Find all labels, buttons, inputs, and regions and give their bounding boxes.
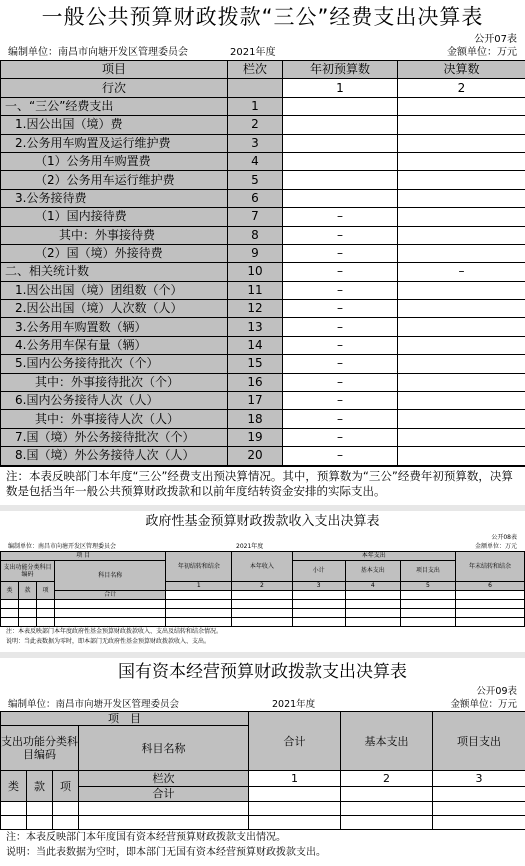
n1: 1: [166, 582, 232, 591]
row-label: 其中：外事接待人次（人）: [1, 410, 228, 428]
cell: [249, 802, 341, 816]
row-budget: [283, 134, 398, 152]
cell: [400, 591, 455, 600]
table-row: [1, 355, 525, 373]
cell: [455, 609, 524, 618]
row-final: [398, 152, 525, 170]
currency-unit: 金额单位：万元: [474, 543, 517, 550]
cell: [27, 816, 53, 830]
cell: [400, 618, 455, 627]
blank-row: [1, 816, 525, 830]
row-budget: –: [283, 428, 398, 446]
currency-unit: 金额单位：万元: [447, 47, 517, 58]
cell: [345, 618, 400, 627]
row-final: [398, 208, 525, 226]
row-budget: –: [283, 226, 398, 244]
compiling-unit: 编制单位：南昌市向塘开发区管理委员会: [8, 47, 188, 58]
cell: [166, 600, 232, 609]
cell: [1, 609, 19, 618]
row-final: [398, 447, 525, 465]
row-budget: –: [283, 447, 398, 465]
row-number: 7: [228, 208, 283, 226]
fiscal-year: 2021年度: [230, 47, 276, 58]
index-row: [1, 79, 525, 97]
index-col-blank: [228, 79, 283, 97]
index-c1: 1: [283, 79, 398, 97]
cell: [55, 618, 166, 627]
header-kuan: 款: [27, 771, 53, 802]
currency-unit: 金额单位：万元: [450, 699, 517, 710]
table-row: [1, 208, 525, 226]
row-label: 3.公务接待费: [1, 189, 228, 207]
row-final: [398, 116, 525, 134]
n3: 3: [292, 582, 345, 591]
header-lei: 类: [1, 771, 27, 802]
n5: 5: [400, 582, 455, 591]
header-basic: 基本支出: [345, 561, 400, 582]
row-budget: [283, 189, 398, 207]
cell: [249, 786, 341, 802]
row-budget: –: [283, 300, 398, 318]
table-row: [1, 410, 525, 428]
compiling-unit: 编制单位：南昌市向塘开发区管理委员会: [8, 543, 117, 550]
fiscal-year: 2021年度: [272, 699, 316, 710]
row-label: （2）公务用车运行维护费: [1, 171, 228, 189]
header-row-4: [1, 771, 525, 787]
col-label: 栏次: [79, 771, 249, 787]
row-final: [398, 281, 525, 299]
row-final: [398, 134, 525, 152]
table-row: [1, 336, 525, 354]
blank-row: [1, 618, 525, 627]
row-final: [398, 244, 525, 262]
row-budget: [283, 116, 398, 134]
n1: 1: [249, 771, 341, 787]
total-row: [1, 786, 525, 802]
row-label: 2.公务用车购置及运行维护费: [1, 134, 228, 152]
table-note-2: 说明：当此表数据为零时，即本部门无政府性基金预算财政拨款收入、支出。: [6, 638, 211, 645]
row-budget: [283, 97, 398, 115]
header-col: 栏次: [228, 61, 283, 79]
cell: [232, 609, 292, 618]
cell: [19, 600, 37, 609]
cell: [455, 618, 524, 627]
row-budget: –: [283, 392, 398, 410]
row-label: （1）国内接待费: [1, 208, 228, 226]
header-lei: 类: [1, 582, 19, 600]
cell: [345, 609, 400, 618]
header-income: 本年收入: [232, 552, 292, 582]
cell: [37, 618, 55, 627]
cell: [53, 816, 79, 830]
cell: [345, 600, 400, 609]
cell: [1, 618, 19, 627]
row-budget: –: [283, 318, 398, 336]
row-number: 19: [228, 428, 283, 446]
header-begin: 年初结转和结余: [166, 552, 232, 582]
cell: [1, 802, 27, 816]
table-row: [1, 373, 525, 391]
row-label: 6.国内公务接待人次（人）: [1, 392, 228, 410]
table-row: [1, 97, 525, 115]
header-end: 年末结转和结余: [455, 552, 524, 582]
government-fund-table: [0, 551, 525, 627]
header-exp: 本年支出: [292, 552, 455, 561]
cell: [292, 600, 345, 609]
header-sub: 小计: [292, 561, 345, 582]
blank-row: [1, 802, 525, 816]
government-fund-table-section: [0, 511, 525, 652]
cell: [249, 816, 341, 830]
header-row-1: [1, 552, 525, 561]
row-number: 6: [228, 189, 283, 207]
header-class: 支出功能分类科目编码: [1, 561, 55, 582]
row-number: 3: [228, 134, 283, 152]
table-note: 注：本表反映部门本年度“三公”经费支出预决算情况。其中，预算数为“三公”经费年初预算数，决算数是包括当年一般公共预算财政拨款和以前年度结转资金安排的实际支出。: [0, 466, 525, 505]
row-final: [398, 428, 525, 446]
row-label: 1.因公出国（境）团组数（个）: [1, 281, 228, 299]
row-number: 5: [228, 171, 283, 189]
header-total: 合计: [249, 712, 341, 771]
header-row-1: [1, 712, 525, 726]
cell: [433, 816, 525, 830]
row-number: 11: [228, 281, 283, 299]
cell: [55, 600, 166, 609]
index-c2: 2: [398, 79, 525, 97]
cell: [79, 802, 249, 816]
index-label: 行次: [1, 79, 228, 97]
header-final: 决算数: [398, 61, 525, 79]
cell: [232, 618, 292, 627]
header-row: [1, 61, 525, 79]
row-number: 20: [228, 447, 283, 465]
fiscal-year: 2021年度: [236, 543, 264, 550]
table-meta: [0, 542, 525, 551]
n6: 6: [455, 582, 524, 591]
cell: [55, 609, 166, 618]
row-number: 1: [228, 97, 283, 115]
row-label: 3.公务用车购置数（辆）: [1, 318, 228, 336]
state-capital-table-section: [0, 658, 525, 866]
header-item: 项 目: [1, 712, 249, 726]
cell: [433, 802, 525, 816]
row-label: （2）国（境）外接待费: [1, 244, 228, 262]
row-budget: –: [283, 373, 398, 391]
state-capital-table: [0, 711, 525, 830]
row-number: 12: [228, 300, 283, 318]
row-final: [398, 97, 525, 115]
n2: 2: [341, 771, 433, 787]
cell: [1, 600, 19, 609]
row-number: 18: [228, 410, 283, 428]
blank-row: [1, 609, 525, 618]
row-number: 15: [228, 355, 283, 373]
row-label: （1）公务用车购置费: [1, 152, 228, 170]
cell: [232, 591, 292, 600]
header-name: 科目名称: [79, 726, 249, 771]
row-label: 二、相关统计数: [1, 263, 228, 281]
cell: [1, 816, 27, 830]
row-final: [398, 373, 525, 391]
row-budget: –: [283, 208, 398, 226]
cell: [400, 609, 455, 618]
table-row: [1, 318, 525, 336]
table-meta: [0, 698, 525, 711]
row-final: [398, 410, 525, 428]
header-class: 支出功能分类科目编码: [1, 726, 79, 771]
row-number: 14: [228, 336, 283, 354]
table-note-2: 说明：当此表数据为空时，即本部门无国有资本经营预算财政拨款支出。: [6, 847, 326, 858]
table-note-1: 注：本表反映部门本年度国有资本经营预算财政拨款支出情况。: [6, 832, 286, 843]
header-xiang: 项: [53, 771, 79, 802]
row-budget: [283, 152, 398, 170]
header-kuan: 款: [19, 582, 37, 600]
row-budget: –: [283, 281, 398, 299]
cell: [292, 618, 345, 627]
header-proj: 项目支出: [400, 561, 455, 582]
row-budget: –: [283, 244, 398, 262]
cell: [37, 600, 55, 609]
row-label: 其中：外事接待批次（个）: [1, 373, 228, 391]
header-name: 科目名称: [55, 561, 166, 591]
row-budget: [283, 171, 398, 189]
cell: [292, 591, 345, 600]
cell: [341, 786, 433, 802]
blank-row: [1, 600, 525, 609]
table-meta: [0, 46, 525, 60]
cell: [19, 618, 37, 627]
compiling-unit: 编制单位：南昌市向塘开发区管理委员会: [8, 699, 180, 710]
row-final: [398, 336, 525, 354]
table-code: 公开08表: [491, 534, 517, 541]
cell: [341, 816, 433, 830]
row-final: [398, 300, 525, 318]
table-row: [1, 189, 525, 207]
header-budget: 年初预算数: [283, 61, 398, 79]
cell: [455, 600, 524, 609]
table-note-1: 注：本表反映部门本年度政府性基金预算财政拨款收入、支出及结转和结余情况。: [6, 628, 223, 635]
row-final: [398, 318, 525, 336]
table-row: [1, 263, 525, 281]
n3: 3: [433, 771, 525, 787]
row-final: [398, 392, 525, 410]
row-number: 2: [228, 116, 283, 134]
three-public-expense-table: [0, 60, 525, 466]
row-label: 1.因公出国（境）费: [1, 116, 228, 134]
row-final: [398, 189, 525, 207]
header-item: 项 目: [1, 552, 166, 561]
row-number: 10: [228, 263, 283, 281]
table-code: 公开07表: [474, 34, 517, 45]
table-row: [1, 134, 525, 152]
table-row: [1, 300, 525, 318]
cell: [341, 802, 433, 816]
cell: [455, 591, 524, 600]
table-title: 国有资本经营预算财政拨款支出决算表: [118, 662, 407, 682]
cell: [19, 609, 37, 618]
header-proj: 项目支出: [433, 712, 525, 771]
table-row: [1, 226, 525, 244]
row-number: 16: [228, 373, 283, 391]
cell: [232, 600, 292, 609]
row-label: 2.因公出国（境）人次数（人）: [1, 300, 228, 318]
cell: [166, 591, 232, 600]
row-number: 13: [228, 318, 283, 336]
cell: [53, 802, 79, 816]
cell: [37, 609, 55, 618]
cell: [27, 802, 53, 816]
row-budget: –: [283, 336, 398, 354]
table-row: [1, 281, 525, 299]
table-row: [1, 447, 525, 465]
cell: [433, 786, 525, 802]
total-label: 合计: [55, 591, 166, 600]
row-number: 8: [228, 226, 283, 244]
header-xiang: 项: [37, 582, 55, 600]
cell: [166, 609, 232, 618]
row-number: 4: [228, 152, 283, 170]
table-code: 公开09表: [476, 686, 517, 697]
row-number: 9: [228, 244, 283, 262]
row-budget: –: [283, 355, 398, 373]
row-label: 其中：外事接待费: [1, 226, 228, 244]
row-budget: –: [283, 263, 398, 281]
cell: [400, 600, 455, 609]
total-label: 合计: [79, 786, 249, 802]
cell: [292, 609, 345, 618]
table-row: [1, 244, 525, 262]
row-label: 5.国内公务接待批次（个）: [1, 355, 228, 373]
cell: [166, 618, 232, 627]
row-label: 8.国（境）外公务接待人次（人）: [1, 447, 228, 465]
row-label: 7.国（境）外公务接待批次（个）: [1, 428, 228, 446]
table-title: 一般公共预算财政拨款“三公”经费支出决算表: [41, 5, 484, 29]
table-row: [1, 392, 525, 410]
row-label: 一、“三公”经费支出: [1, 97, 228, 115]
table-row: [1, 152, 525, 170]
n2: 2: [232, 582, 292, 591]
row-budget: –: [283, 410, 398, 428]
table-row: [1, 116, 525, 134]
header-item: 项目: [1, 61, 228, 79]
row-final: [398, 171, 525, 189]
cell: [345, 591, 400, 600]
row-number: 17: [228, 392, 283, 410]
row-final: –: [398, 263, 525, 281]
table-row: [1, 171, 525, 189]
table-body: [1, 97, 525, 465]
row-final: [398, 226, 525, 244]
header-basic: 基本支出: [341, 712, 433, 771]
total-row: [1, 591, 525, 600]
n4: 4: [345, 582, 400, 591]
cell: [79, 816, 249, 830]
table-row: [1, 428, 525, 446]
table-title: 政府性基金预算财政拨款收入支出决算表: [145, 514, 380, 529]
row-final: [398, 355, 525, 373]
row-label: 4.公务用车保有量（辆）: [1, 336, 228, 354]
